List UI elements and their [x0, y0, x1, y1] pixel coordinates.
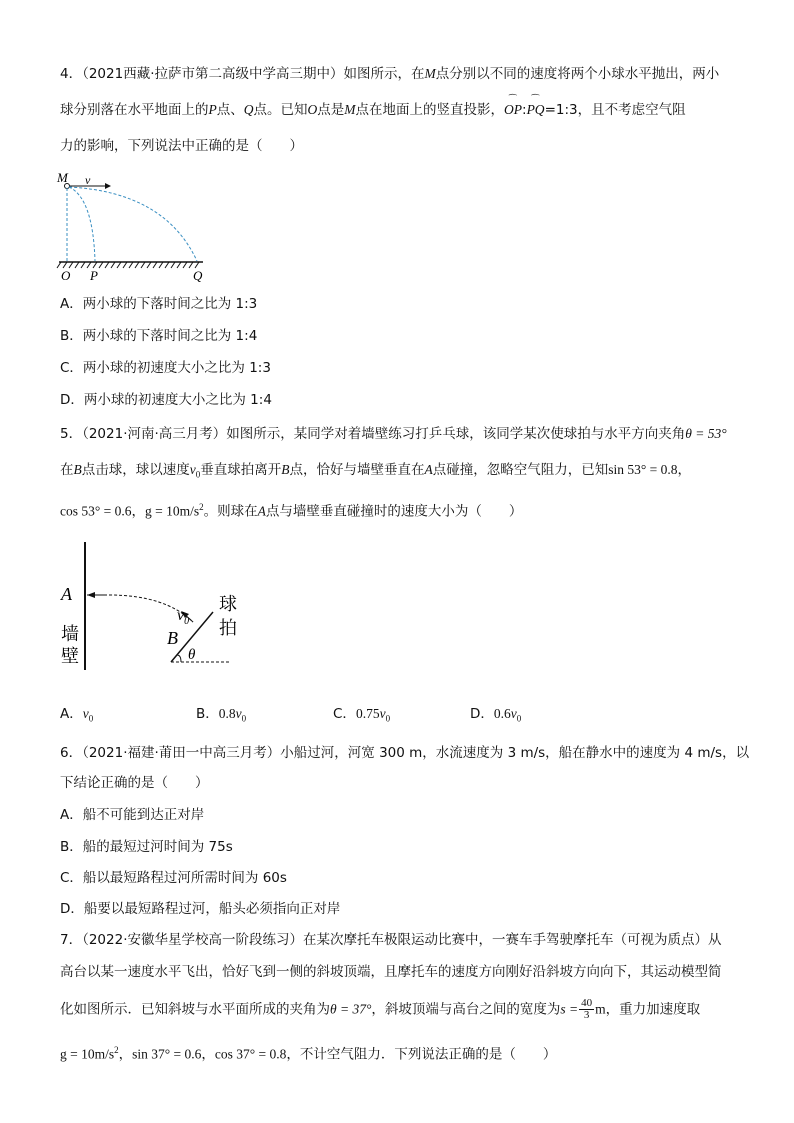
q5-figure [55, 540, 255, 675]
q6-option-c: C．船以最短路程过河所需时间为 60s [60, 870, 287, 886]
q5-option-b: B．$0.8v_0$ [196, 706, 247, 724]
q4-option-b: B．两小球的下落时间之比为 1:4 [60, 328, 258, 344]
q5-option-c: C．$0.75v_0$ [333, 706, 391, 724]
q5-fig-label-racket-2: 拍 [219, 618, 237, 638]
q5-fig-label-racket-1: 球 [219, 594, 237, 614]
q6-option-b: B．船的最短过河时间为 75s [60, 839, 233, 855]
q5-fig-label-wall-2: 壁 [61, 646, 79, 666]
q7-stem-line-1: 7．（2022·安徽华星学校高一阶段练习）在某次摩托车极限运动比赛中，一赛车手驾驶摩托车（可视为质点）从 [60, 932, 722, 948]
q4-fig-label-o: O [61, 268, 71, 283]
q5-fig-label-a: A [61, 584, 72, 604]
q5-stem-line-2: 在B点击球，球以速度$v_0$垂直球拍离开B点，恰好与墙壁垂直在A点碰撞，忽略空气阻力，已知sin 53° = 0.8， [60, 462, 692, 480]
q7-stem-line-2: 高台以某一速度水平飞出，恰好飞到一侧的斜坡顶端，且摩托车的速度方向刚好沿斜坡方向向下，其运动模型简 [60, 964, 722, 980]
q4-option-d: D．两小球的初速度大小之比为 1:4 [60, 392, 272, 408]
q4-fig-label-q: Q [193, 268, 203, 283]
q4-fig-label-p: P [90, 268, 98, 283]
q5-fig-label-wall-1: 墙 [61, 624, 79, 644]
q4-option-a: A．两小球的下落时间之比为 1:3 [60, 296, 258, 312]
q6-option-a: A．船不可能到达正对岸 [60, 807, 205, 823]
q5-stem-line-3: cos 53° = 0.6，$g = 10m/s^2$。则球在A点与墙壁垂直碰撞时的速度大小为（ ） [60, 502, 523, 520]
q6-stem-line-1: 6．（2021·福建·莆田一中高三月考）小船过河，河宽 300 m，水流速度为 3 m/s，船在静水中的速度为 4 m/s，以 [60, 745, 750, 761]
q6-stem-line-2: 下结论正确的是（ ） [60, 775, 209, 791]
q4-stem-line-2: 球分别落在水平地面上的P点、Q点。已知O点是M点在地面上的竖直投影，‿ OP:‿ PQ=1:3，且不考虑空气阻 [60, 100, 740, 120]
q7-stem-line-3: 化如图所示．已知斜坡与水平面所成的夹角为θ = 37°，斜坡顶端与高台之间的宽度为s = $\frac{40}{3}$ m，重力加速度取 [60, 997, 701, 1021]
q5-fig-label-b: B [167, 628, 178, 648]
q5-fig-label-theta: θ [188, 647, 196, 663]
q4-option-c: C．两小球的初速度大小之比为 1:3 [60, 360, 271, 376]
q7-s-fraction: $\frac{40}{3}$ [581, 997, 593, 1021]
q7-stem-line-4: $g = 10m/s^2$，sin 37° = 0.6，cos 37° = 0.8，不计空气阻力．下列说法正确的是（ ） [60, 1045, 557, 1063]
q4-stem-line-1: 4．（2021西藏·拉萨市第二高级中学高三期中）如图所示，在M点分别以不同的速度将两个小球水平抛出，两小 [60, 66, 720, 82]
q4-fig-label-m: M [57, 170, 68, 185]
q4-stem-line-3: 力的影响，下列说法中正确的是（ ） [60, 138, 303, 154]
q5-option-d: D．$0.6v_0$ [470, 706, 522, 724]
q6-option-d: D．船要以最短路程过河，船头必须指向正对岸 [60, 901, 341, 917]
q5-option-a: A．$v_0$ [60, 706, 94, 724]
q4-figure [55, 168, 225, 288]
q5-fig-label-v0: $v_0$ [177, 607, 190, 627]
q4-fig-label-v: v [85, 173, 91, 187]
q5-stem-line-1: 5．（2021·河南·高三月考）如图所示，某同学对着墙壁练习打乒乓球，该同学某次使球拍与水平方向夹角θ = 53° [60, 426, 727, 442]
